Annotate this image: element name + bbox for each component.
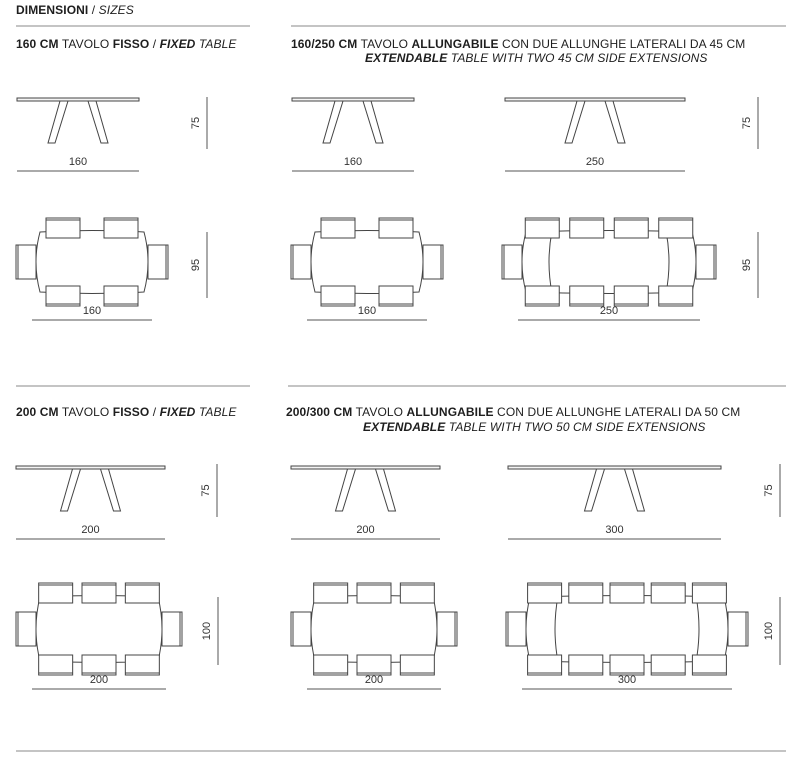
chair	[569, 583, 603, 603]
chair-seat	[614, 286, 648, 306]
chair-seat	[423, 245, 443, 279]
table-leg	[336, 469, 356, 511]
chair-seat	[400, 583, 434, 603]
height-dimension: 75	[190, 116, 202, 130]
chair	[423, 245, 443, 279]
width-dimension: 250	[585, 156, 605, 168]
width-dimension: 300	[617, 674, 637, 686]
heading-rest-it: CON DUE ALLUNGHE LATERALI DA 50 CM	[493, 405, 741, 419]
table-leg	[61, 469, 81, 511]
heading-size: 160 CM	[16, 37, 59, 51]
chair-seat	[82, 655, 116, 675]
chair	[357, 583, 391, 603]
table-top-side	[508, 466, 721, 469]
chair	[104, 286, 138, 306]
chair-seat	[400, 655, 434, 675]
heading-kind-it: FISSO	[112, 405, 150, 419]
chair	[104, 218, 138, 238]
chair-seat	[659, 286, 693, 306]
chair-seat	[692, 583, 726, 603]
height-dimension: 100	[763, 621, 775, 641]
heading-size: 200 CM	[16, 405, 59, 419]
width-dimension: 160	[68, 156, 88, 168]
plan-view	[522, 231, 696, 294]
chair	[528, 655, 562, 675]
chair-seat	[651, 583, 685, 603]
chair	[614, 218, 648, 238]
plan-view	[526, 596, 728, 663]
table-top-plan	[522, 231, 696, 294]
chair-seat	[321, 286, 355, 306]
table-leg	[585, 469, 605, 511]
chair	[696, 245, 716, 279]
chair-seat	[357, 583, 391, 603]
chair	[125, 655, 159, 675]
chair	[357, 655, 391, 675]
chair	[314, 655, 348, 675]
chair-seat	[291, 612, 311, 646]
chair-seat	[696, 245, 716, 279]
chair-seat	[46, 286, 80, 306]
page-title-main: DIMENSIONI	[16, 3, 89, 17]
chair-seat	[528, 583, 562, 603]
height-dimension: 95	[741, 258, 753, 272]
table-leg	[323, 101, 343, 143]
width-dimension: 200	[356, 524, 375, 536]
chair	[570, 218, 604, 238]
chair	[125, 583, 159, 603]
heading-word: TAVOLO	[357, 37, 412, 51]
width-dimension: 200	[89, 674, 109, 686]
chair-seat	[610, 583, 644, 603]
heading-word-en: TABLE	[195, 37, 237, 51]
chair	[610, 583, 644, 603]
height-dimension: 75	[763, 484, 775, 497]
table-top-plan	[311, 231, 423, 294]
chair	[16, 245, 36, 279]
heading-kind-en: EXTENDABLE	[365, 51, 448, 65]
chair	[569, 655, 603, 675]
chair-seat	[379, 218, 413, 238]
table-top-side	[16, 466, 165, 469]
side-view	[505, 98, 685, 143]
chair	[437, 612, 457, 646]
heading-kind-it: FISSO	[112, 37, 150, 51]
width-dimension: 160	[357, 305, 377, 317]
heading-word: TAVOLO	[58, 405, 113, 419]
table-leg	[605, 101, 625, 143]
chair	[728, 612, 748, 646]
height-dimension: 75	[200, 484, 212, 497]
chair	[659, 286, 693, 306]
heading-rest-en: TABLE WITH TWO 45 CM SIDE EXTENSIONS	[447, 51, 708, 65]
chair-seat	[82, 583, 116, 603]
chair	[291, 612, 311, 646]
side-view	[291, 466, 440, 511]
chair-seat	[569, 583, 603, 603]
chair-seat	[651, 655, 685, 675]
table-top-plan	[311, 596, 437, 663]
chair-seat	[125, 583, 159, 603]
chair	[82, 583, 116, 603]
heading-sep: /	[149, 37, 160, 51]
chair-seat	[692, 655, 726, 675]
table-top-plan	[36, 231, 148, 294]
chair-seat	[357, 655, 391, 675]
side-view	[292, 98, 414, 143]
width-dimension: 160	[343, 156, 363, 168]
side-view	[508, 466, 721, 511]
chair-seat	[502, 245, 522, 279]
heading-size: 200/300 CM	[286, 405, 353, 419]
chair-seat	[614, 218, 648, 238]
width-dimension: 300	[605, 524, 624, 536]
table-top-side	[291, 466, 440, 469]
chair	[692, 583, 726, 603]
chair	[39, 583, 73, 603]
heading-kind-en: FIXED	[159, 37, 196, 51]
heading-rest-it: CON DUE ALLUNGHE LATERALI DA 45 CM	[498, 37, 746, 51]
chair-seat	[104, 218, 138, 238]
chair	[46, 286, 80, 306]
chair	[321, 218, 355, 238]
chair	[379, 218, 413, 238]
table-leg	[363, 101, 383, 143]
chair-seat	[570, 218, 604, 238]
chair	[321, 286, 355, 306]
chair	[506, 612, 526, 646]
chair-seat	[46, 218, 80, 238]
heading-word: TAVOLO	[58, 37, 113, 51]
chair	[148, 245, 168, 279]
side-view	[17, 98, 139, 143]
table-leg	[625, 469, 645, 511]
heading-kind-en: EXTENDABLE	[363, 420, 446, 434]
chair	[502, 245, 522, 279]
heading-word-en: TABLE	[195, 405, 237, 419]
heading-word: TAVOLO	[352, 405, 407, 419]
chair	[610, 655, 644, 675]
chair-seat	[728, 612, 748, 646]
chair-seat	[39, 583, 73, 603]
chair-seat	[148, 245, 168, 279]
table-leg	[101, 469, 121, 511]
height-dimension: 95	[190, 258, 202, 272]
chair	[692, 655, 726, 675]
heading-kind-it: ALLUNGABILE	[411, 37, 499, 51]
heading-kind-en: FIXED	[159, 405, 196, 419]
chair-seat	[610, 655, 644, 675]
table-leg	[565, 101, 585, 143]
plan-view	[311, 596, 437, 663]
width-dimension: 200	[364, 674, 384, 686]
table-top-side	[17, 98, 139, 101]
chair-seat	[379, 286, 413, 306]
chair	[528, 583, 562, 603]
chair	[291, 245, 311, 279]
chair	[379, 286, 413, 306]
chair	[525, 218, 559, 238]
plan-view	[36, 596, 162, 663]
chair-seat	[528, 655, 562, 675]
chair	[16, 612, 36, 646]
width-dimension: 160	[82, 305, 102, 317]
chair	[400, 655, 434, 675]
chair	[314, 583, 348, 603]
chair-seat	[125, 655, 159, 675]
height-dimension: 75	[741, 116, 753, 130]
chair-seat	[570, 286, 604, 306]
table-top-side	[505, 98, 685, 101]
heading-size: 160/250 CM	[291, 37, 358, 51]
chair-seat	[314, 583, 348, 603]
chair	[570, 286, 604, 306]
table-leg	[376, 469, 396, 511]
chair	[651, 583, 685, 603]
plan-view	[311, 231, 423, 294]
chair-seat	[659, 218, 693, 238]
heading-rest-en: TABLE WITH TWO 50 CM SIDE EXTENSIONS	[445, 420, 706, 434]
chair-seat	[525, 218, 559, 238]
table-leg	[88, 101, 108, 143]
width-dimension: 200	[81, 524, 100, 536]
chair	[82, 655, 116, 675]
height-dimension: 100	[201, 621, 213, 641]
chair-seat	[321, 218, 355, 238]
chair	[162, 612, 182, 646]
plan-view	[36, 231, 148, 294]
chair-seat	[162, 612, 182, 646]
chair-seat	[437, 612, 457, 646]
chair	[525, 286, 559, 306]
chair	[46, 218, 80, 238]
chair-seat	[16, 612, 36, 646]
chair	[39, 655, 73, 675]
table-top-side	[292, 98, 414, 101]
table-top-plan	[36, 596, 162, 663]
width-dimension: 250	[599, 305, 619, 317]
chair-seat	[291, 245, 311, 279]
chair	[659, 218, 693, 238]
heading-kind-it: ALLUNGABILE	[406, 405, 494, 419]
chair-seat	[39, 655, 73, 675]
page-title-separator: /	[88, 3, 99, 17]
side-view	[16, 466, 165, 511]
chair-seat	[506, 612, 526, 646]
heading-sep: /	[149, 405, 160, 419]
chair	[400, 583, 434, 603]
table-leg	[48, 101, 68, 143]
chair-seat	[525, 286, 559, 306]
chair	[614, 286, 648, 306]
chair-seat	[16, 245, 36, 279]
page-title-sub: SIZES	[98, 3, 134, 17]
chair-seat	[569, 655, 603, 675]
chair	[651, 655, 685, 675]
chair-seat	[314, 655, 348, 675]
chair-seat	[104, 286, 138, 306]
